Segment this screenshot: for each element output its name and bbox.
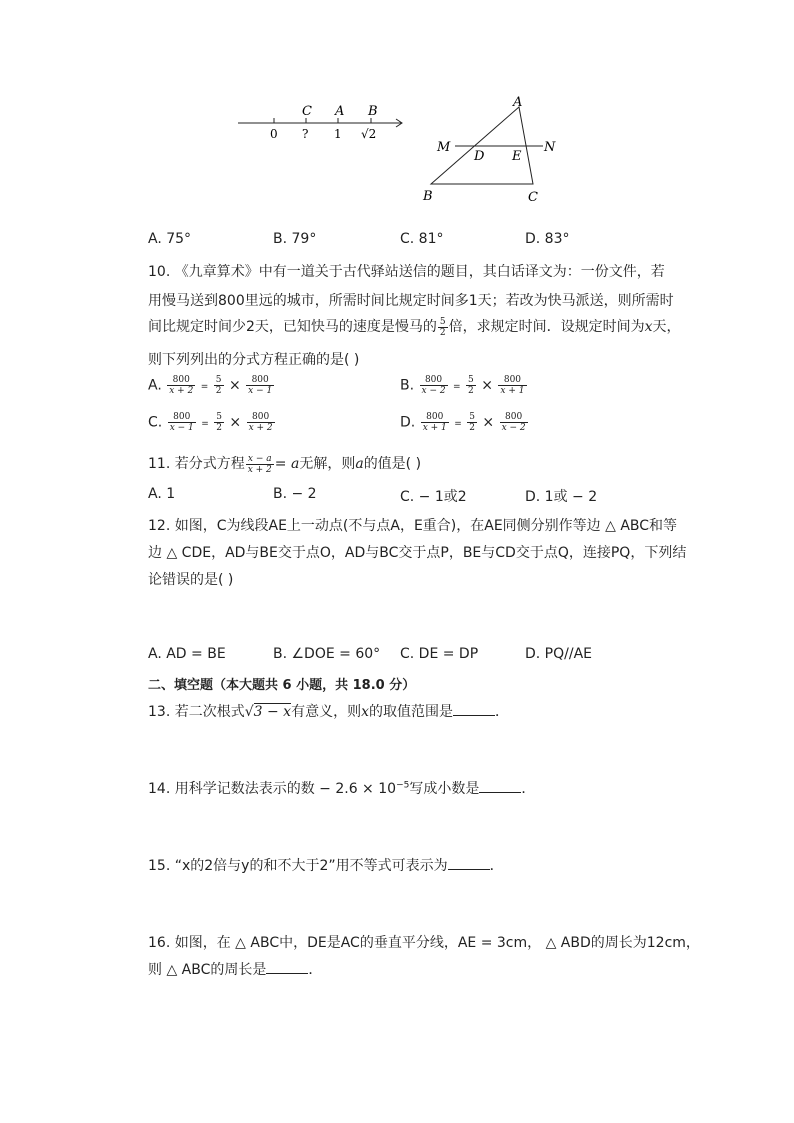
q12-option-c[interactable]: C. DE = DP bbox=[400, 646, 479, 662]
section-2-title: 二、填空题（本大题共 6 小题，共 18.0 分） bbox=[148, 678, 416, 693]
point-label-c: C bbox=[302, 104, 312, 119]
q10-line-3: 间比规定时间少2天，已知快马的速度是慢马的 $\frac{5}{2}$ 倍，求规定时间．设规定时间为x天， bbox=[148, 316, 681, 338]
q11-option-b[interactable]: B. − 2 bbox=[273, 486, 317, 502]
tick-label-sqrt2: √2 bbox=[361, 127, 377, 141]
tick-label-0: 0 bbox=[270, 127, 278, 141]
q10-line-4: 则下列列出的分式方程正确的是( ) bbox=[148, 352, 360, 368]
q13: 13. 若二次根式√3 − x有意义，则x的取值范围是 ． bbox=[148, 704, 509, 720]
number-line-figure bbox=[230, 95, 415, 145]
q12-line-3: 论错误的是( ) bbox=[148, 572, 234, 588]
tick-label-1: 1 bbox=[334, 127, 342, 141]
q13-answer-blank[interactable] bbox=[453, 703, 495, 716]
q10-line-2: 用慢马送到800里远的城市，所需时间比规定时间多1天；若改为快马派送，则所需时 bbox=[148, 293, 674, 309]
q9-option-a[interactable]: A. 75° bbox=[148, 231, 192, 247]
label-n: N bbox=[544, 140, 556, 155]
label-c: C bbox=[528, 190, 538, 205]
label-d: D bbox=[474, 149, 485, 164]
point-label-a: A bbox=[335, 104, 345, 119]
q15-answer-blank[interactable] bbox=[448, 857, 490, 870]
label-a: A bbox=[513, 95, 523, 110]
q12-line-1: 12. 如图，C为线段AE上一动点(不与点A，E重合)，在AE同侧分别作等边 △ ABC和等 bbox=[148, 518, 678, 534]
q10-option-a[interactable]: A. $\frac{800}{x + 2}$ = $\frac{5}{2}$ × $\frac{800}{x - 1}$ bbox=[148, 375, 273, 396]
q12-option-d[interactable]: D. PQ//AE bbox=[525, 646, 592, 662]
q11-option-a[interactable]: A. 1 bbox=[148, 486, 176, 502]
q12-line-2: 边 △ CDE，AD与BE交于点O，AD与BC交于点P，BE与CD交于点Q，连接PQ，下列结 bbox=[148, 545, 687, 561]
q9-option-c[interactable]: C. 81° bbox=[400, 231, 444, 247]
q16-line-1: 16. 如图，在 △ ABC中，DE是AC的垂直平分线，AE = 3cm， △ ABD的周长为12cm， bbox=[148, 935, 700, 951]
q11-option-c[interactable]: C. − 1或2 bbox=[400, 489, 467, 505]
q11-fraction: $\frac{x - a}{x + 2}$ bbox=[247, 453, 272, 475]
q10-line-1: 10. 《九章算术》中有一道关于古代驿站送信的题目，其白话译文为：一份文件，若 bbox=[148, 264, 665, 280]
q10-fraction: $\frac{5}{2}$ bbox=[439, 316, 446, 338]
q14: 14. 用科学记数法表示的数 − $2.6 \times 10^{-5}$写成小数是 ． bbox=[148, 780, 536, 797]
label-m: M bbox=[437, 140, 451, 155]
triangle-figure bbox=[415, 95, 565, 210]
q9-option-d[interactable]: D. 83° bbox=[525, 231, 570, 247]
q12-option-a[interactable]: A. AD = BE bbox=[148, 646, 226, 662]
q14-answer-blank[interactable] bbox=[479, 780, 521, 793]
q9-option-b[interactable]: B. 79° bbox=[273, 231, 317, 247]
label-b: B bbox=[423, 189, 433, 204]
q11-stem: 11. 若分式方程 $\frac{x - a}{x + 2}$ = a无解，则a的值是( ) bbox=[148, 453, 422, 475]
q12-option-b[interactable]: B. ∠DOE = 60° bbox=[273, 646, 381, 662]
q11-option-d[interactable]: D. 1或 − 2 bbox=[525, 489, 598, 505]
label-e: E bbox=[512, 149, 522, 164]
tick-label-question: ? bbox=[302, 127, 309, 141]
q10-option-d[interactable]: D. $\frac{800}{x + 1}$ = $\frac{5}{2}$ × $\frac{800}{x - 2}$ bbox=[400, 412, 526, 433]
q16-line-2: 则 △ ABC的周长是 ． bbox=[148, 962, 323, 978]
q10-option-b[interactable]: B. $\frac{800}{x - 2}$ = $\frac{5}{2}$ × $\frac{800}{x + 1}$ bbox=[400, 375, 525, 396]
q10-option-c[interactable]: C. $\frac{800}{x - 1}$ = $\frac{5}{2}$ × $\frac{800}{x + 2}$ bbox=[148, 412, 273, 433]
q13-radical: √3 − x bbox=[244, 704, 292, 720]
point-label-b: B bbox=[368, 104, 378, 119]
q15: 15. “x的2倍与y的和不大于2”用不等式可表示为 ． bbox=[148, 858, 504, 874]
q16-answer-blank[interactable] bbox=[266, 961, 308, 974]
